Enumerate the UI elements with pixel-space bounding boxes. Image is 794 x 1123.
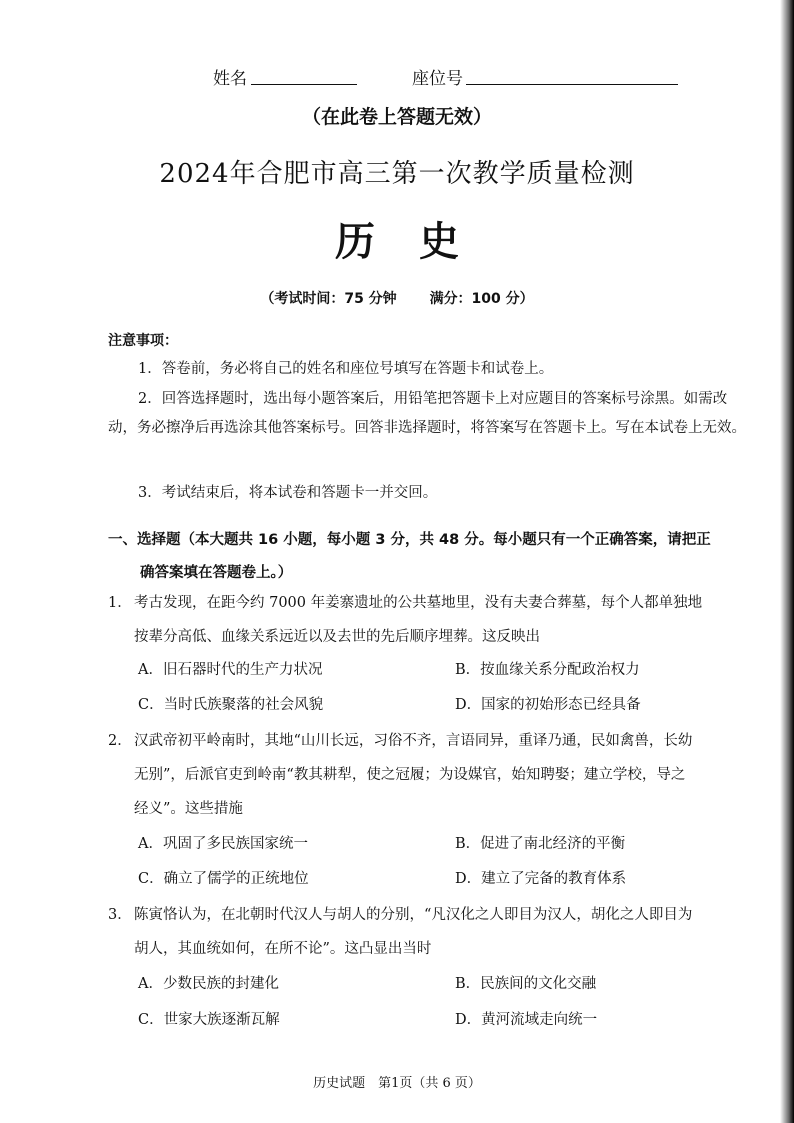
notice-title: 注意事项： (108, 333, 178, 349)
question-1-option-c[interactable]: C．当时氏族聚落的社会风貌 (138, 697, 324, 713)
question-2-option-c[interactable]: C．确立了儒学的正统地位 (138, 871, 309, 887)
exam-score: 满分：100 分） (429, 291, 534, 307)
question-3-option-a[interactable]: A．少数民族的封建化 (138, 976, 279, 992)
question-text: 经义”。这些措施 (134, 801, 243, 817)
scan-edge-shadow (780, 0, 794, 1123)
question-2-option-d[interactable]: D．建立了完备的教育体系 (455, 871, 627, 887)
question-number: 2． (108, 733, 132, 749)
question-2-option-b[interactable]: B．促进了南北经济的平衡 (455, 836, 626, 852)
question-2-option-a[interactable]: A．巩固了多民族国家统一 (138, 836, 308, 852)
question-1-option-a[interactable]: A．旧石器时代的生产力状况 (138, 662, 323, 678)
seat-label: 座位号 (412, 69, 463, 89)
section-heading (108, 524, 758, 590)
question-3-option-d[interactable]: D．黄河流域走向统一 (455, 1012, 598, 1028)
question-text: 考古发现，在距今约 7000 年姜寨遗址的公共墓地里，没有夫妻合葬墓，每个人都单独地 (134, 595, 703, 611)
question-1-option-b[interactable]: B．按血缘关系分配政治权力 (455, 662, 640, 678)
question-number: 1． (108, 595, 132, 611)
question-3-option-c[interactable]: C．世家大族逐渐瓦解 (138, 1012, 280, 1028)
notice-item-2: 2．回答选择题时，选出每小题答案后，用铅笔把答题卡上对应题目的答案标号涂黑。如需改动，务必擦净后再选涂其他答案标号。回答非选择题时，将答案写在答题卡上。写在本试卷上无效。 (108, 391, 746, 436)
question-text: 陈寅恪认为，在北朝时代汉人与胡人的分别，“凡汉化之人即目为汉人，胡化之人即目为 (134, 907, 693, 923)
question-text: 无别”，后派官吏到岭南“教其耕犁，使之冠履；为设媒官，始知聘娶；建立学校，导之 (134, 767, 686, 783)
question-text: 汉武帝初平岭南时，其地“山川长远，习俗不齐，言语同异，重译乃通，民如禽兽，长幼 (134, 733, 693, 749)
question-text: 胡人，其血统如何，在所不论”。这凸显出当时 (134, 941, 432, 957)
name-blank (251, 64, 357, 85)
page-footer: 历史试题 第1页（共 6 页） (313, 1076, 481, 1091)
question-text: 按辈分高低、血缘关系远近以及去世的先后顺序埋葬。这反映出 (134, 629, 540, 645)
question-2-stem (108, 724, 758, 826)
subject-title: 历史 (335, 219, 503, 265)
question-3-stem (108, 898, 758, 966)
exam-title: 2024年合肥市高三第一次教学质量检测 (159, 159, 635, 189)
question-3-option-b[interactable]: B．民族间的文化交融 (455, 976, 597, 992)
notice-item-1: 1．答卷前，务必将自己的姓名和座位号填写在答题卡和试卷上。 (138, 361, 554, 377)
section-heading-line1: 一、选择题（本大题共 16 小题，每小题 3 分，共 48 分。每小题只有一个正确答案，请把正 (108, 532, 711, 548)
invalid-notice: （在此卷上答题无效） (301, 106, 492, 128)
question-number: 3． (108, 907, 132, 923)
question-1-stem (108, 586, 758, 654)
question-1-option-d[interactable]: D．国家的初始形态已经具备 (455, 697, 641, 713)
section-heading-line2: 确答案填在答题卷上。） (140, 565, 293, 581)
seat-blank (466, 64, 678, 85)
notice-item-3: 3．考试结束后，将本试卷和答题卡一并交回。 (138, 485, 438, 501)
exam-time: （考试时间：75 分钟 (260, 291, 397, 307)
name-label: 姓名 (213, 69, 247, 89)
exam-info (0, 288, 794, 308)
